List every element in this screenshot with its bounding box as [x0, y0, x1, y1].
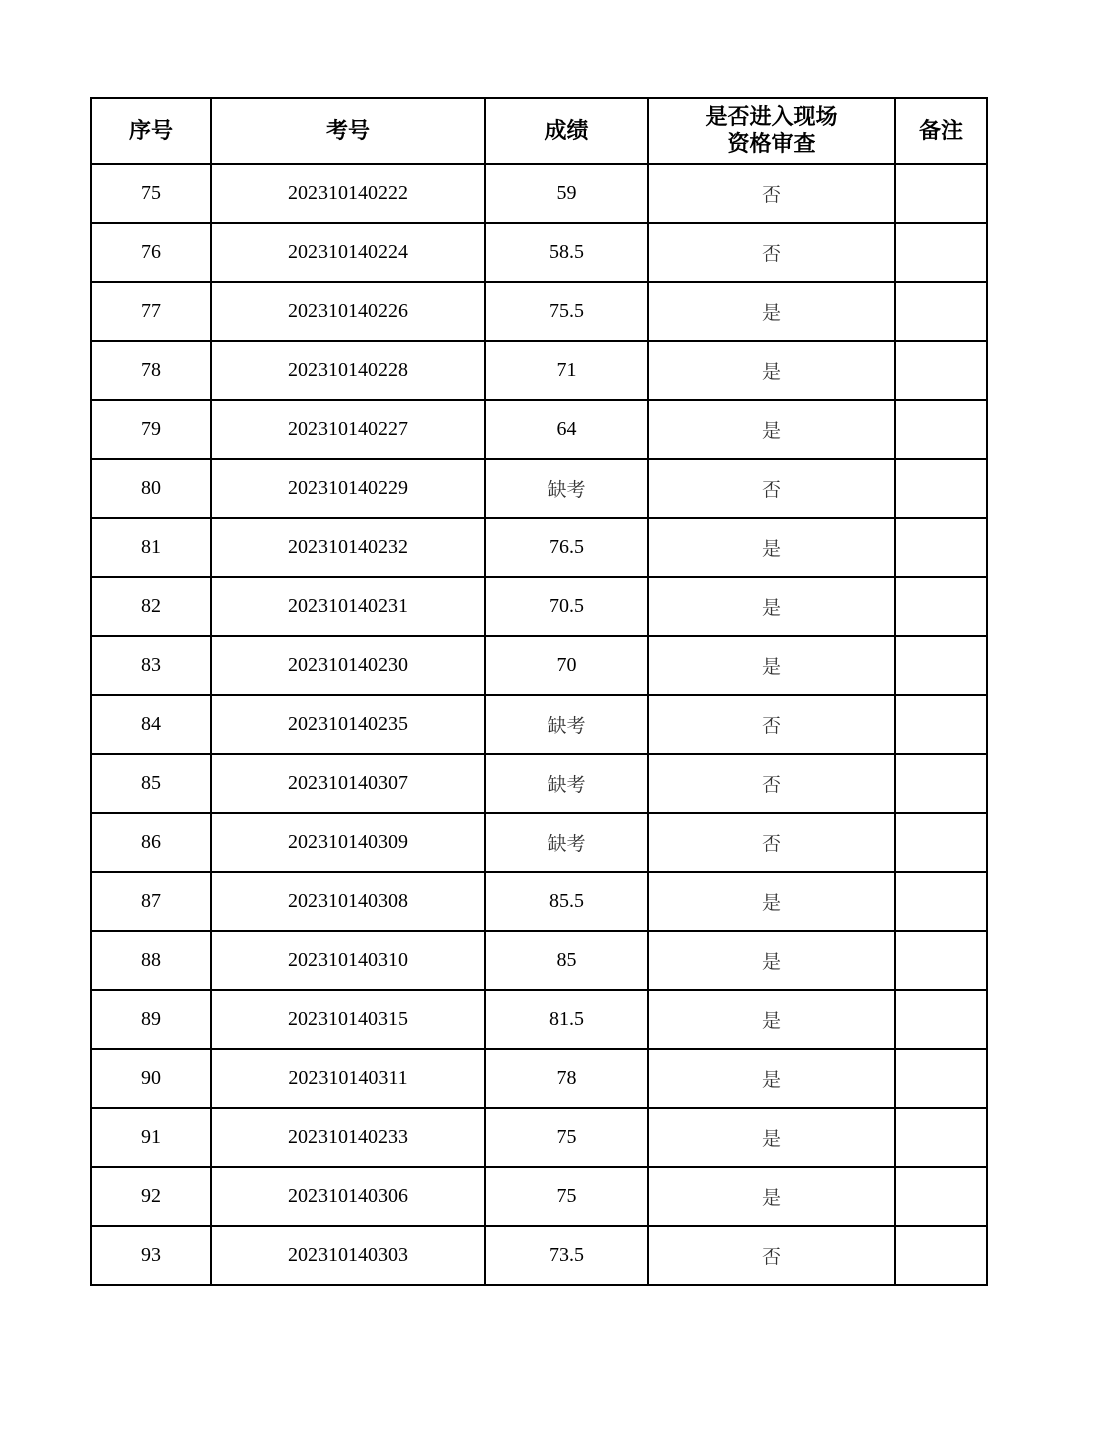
cell-exam-no: 202310140235 [211, 695, 485, 754]
cell-remarks [895, 223, 987, 282]
cell-score: 75.5 [485, 282, 648, 341]
cell-exam-no: 202310140233 [211, 1108, 485, 1167]
cell-exam-no: 202310140308 [211, 872, 485, 931]
cell-remarks [895, 282, 987, 341]
cell-review: 是 [648, 931, 895, 990]
cell-index: 88 [91, 931, 211, 990]
cell-remarks [895, 518, 987, 577]
table-row [91, 636, 987, 695]
cell-score: 70 [485, 636, 648, 695]
results-table [90, 97, 988, 1286]
cell-remarks [895, 754, 987, 813]
cell-index: 89 [91, 990, 211, 1049]
cell-review: 否 [648, 754, 895, 813]
cell-score: 75 [485, 1108, 648, 1167]
table-row [91, 1167, 987, 1226]
cell-remarks [895, 695, 987, 754]
cell-score: 73.5 [485, 1226, 648, 1285]
cell-score: 58.5 [485, 223, 648, 282]
cell-review: 否 [648, 1226, 895, 1285]
cell-exam-no: 202310140310 [211, 931, 485, 990]
cell-remarks [895, 164, 987, 223]
table-row [91, 1049, 987, 1108]
cell-score: 76.5 [485, 518, 648, 577]
cell-review: 是 [648, 1049, 895, 1108]
cell-review: 是 [648, 1108, 895, 1167]
cell-exam-no: 202310140229 [211, 459, 485, 518]
cell-index: 86 [91, 813, 211, 872]
cell-score: 缺考 [485, 695, 648, 754]
cell-index: 79 [91, 400, 211, 459]
cell-exam-no: 202310140230 [211, 636, 485, 695]
cell-review: 是 [648, 872, 895, 931]
table-row [91, 872, 987, 931]
header-remarks: 备注 [895, 98, 987, 164]
cell-review: 否 [648, 695, 895, 754]
cell-exam-no: 202310140226 [211, 282, 485, 341]
cell-exam-no: 202310140311 [211, 1049, 485, 1108]
cell-score: 64 [485, 400, 648, 459]
cell-index: 83 [91, 636, 211, 695]
cell-index: 78 [91, 341, 211, 400]
cell-review: 否 [648, 164, 895, 223]
cell-remarks [895, 931, 987, 990]
cell-review: 是 [648, 990, 895, 1049]
cell-index: 85 [91, 754, 211, 813]
cell-index: 93 [91, 1226, 211, 1285]
cell-exam-no: 202310140224 [211, 223, 485, 282]
table-row [91, 1226, 987, 1285]
cell-review: 是 [648, 1167, 895, 1226]
cell-review: 否 [648, 459, 895, 518]
table-row [91, 1108, 987, 1167]
cell-review: 是 [648, 341, 895, 400]
table-row [91, 990, 987, 1049]
cell-remarks [895, 341, 987, 400]
table-row [91, 282, 987, 341]
cell-score: 71 [485, 341, 648, 400]
cell-remarks [895, 1108, 987, 1167]
cell-exam-no: 202310140231 [211, 577, 485, 636]
cell-index: 75 [91, 164, 211, 223]
table-row [91, 164, 987, 223]
header-index: 序号 [91, 98, 211, 164]
cell-remarks [895, 1167, 987, 1226]
cell-remarks [895, 872, 987, 931]
cell-score: 78 [485, 1049, 648, 1108]
cell-remarks [895, 1226, 987, 1285]
table-body [91, 164, 987, 1285]
cell-index: 76 [91, 223, 211, 282]
cell-review: 是 [648, 518, 895, 577]
header-exam-no: 考号 [211, 98, 485, 164]
cell-index: 92 [91, 1167, 211, 1226]
table-row [91, 695, 987, 754]
table-row [91, 931, 987, 990]
table-row [91, 813, 987, 872]
cell-index: 91 [91, 1108, 211, 1167]
cell-review: 是 [648, 282, 895, 341]
cell-review: 否 [648, 813, 895, 872]
cell-exam-no: 202310140307 [211, 754, 485, 813]
cell-exam-no: 202310140306 [211, 1167, 485, 1226]
table-row [91, 223, 987, 282]
cell-index: 81 [91, 518, 211, 577]
cell-review: 是 [648, 577, 895, 636]
cell-index: 87 [91, 872, 211, 931]
cell-score: 缺考 [485, 813, 648, 872]
cell-index: 82 [91, 577, 211, 636]
cell-exam-no: 202310140227 [211, 400, 485, 459]
cell-score: 85.5 [485, 872, 648, 931]
cell-index: 77 [91, 282, 211, 341]
cell-exam-no: 202310140222 [211, 164, 485, 223]
cell-exam-no: 202310140309 [211, 813, 485, 872]
cell-index: 80 [91, 459, 211, 518]
cell-score: 59 [485, 164, 648, 223]
header-review [648, 98, 895, 164]
table-row [91, 400, 987, 459]
cell-remarks [895, 813, 987, 872]
table-row [91, 459, 987, 518]
cell-score: 70.5 [485, 577, 648, 636]
cell-index: 84 [91, 695, 211, 754]
cell-remarks [895, 577, 987, 636]
cell-exam-no: 202310140315 [211, 990, 485, 1049]
cell-score: 81.5 [485, 990, 648, 1049]
table-row [91, 518, 987, 577]
cell-index: 90 [91, 1049, 211, 1108]
header-row [91, 98, 987, 164]
table-header [91, 98, 987, 164]
table-row [91, 754, 987, 813]
cell-score: 85 [485, 931, 648, 990]
cell-review: 是 [648, 400, 895, 459]
cell-review: 是 [648, 636, 895, 695]
cell-remarks [895, 400, 987, 459]
header-score: 成绩 [485, 98, 648, 164]
table-row [91, 341, 987, 400]
table-row [91, 577, 987, 636]
cell-exam-no: 202310140232 [211, 518, 485, 577]
cell-score: 75 [485, 1167, 648, 1226]
cell-score: 缺考 [485, 754, 648, 813]
cell-review: 否 [648, 223, 895, 282]
cell-exam-no: 202310140228 [211, 341, 485, 400]
cell-exam-no: 202310140303 [211, 1226, 485, 1285]
cell-remarks [895, 990, 987, 1049]
header-review-line1: 是否进入现场 [705, 105, 838, 130]
header-review-line2: 资格审查 [727, 132, 816, 157]
cell-score: 缺考 [485, 459, 648, 518]
cell-remarks [895, 636, 987, 695]
cell-remarks [895, 1049, 987, 1108]
cell-remarks [895, 459, 987, 518]
